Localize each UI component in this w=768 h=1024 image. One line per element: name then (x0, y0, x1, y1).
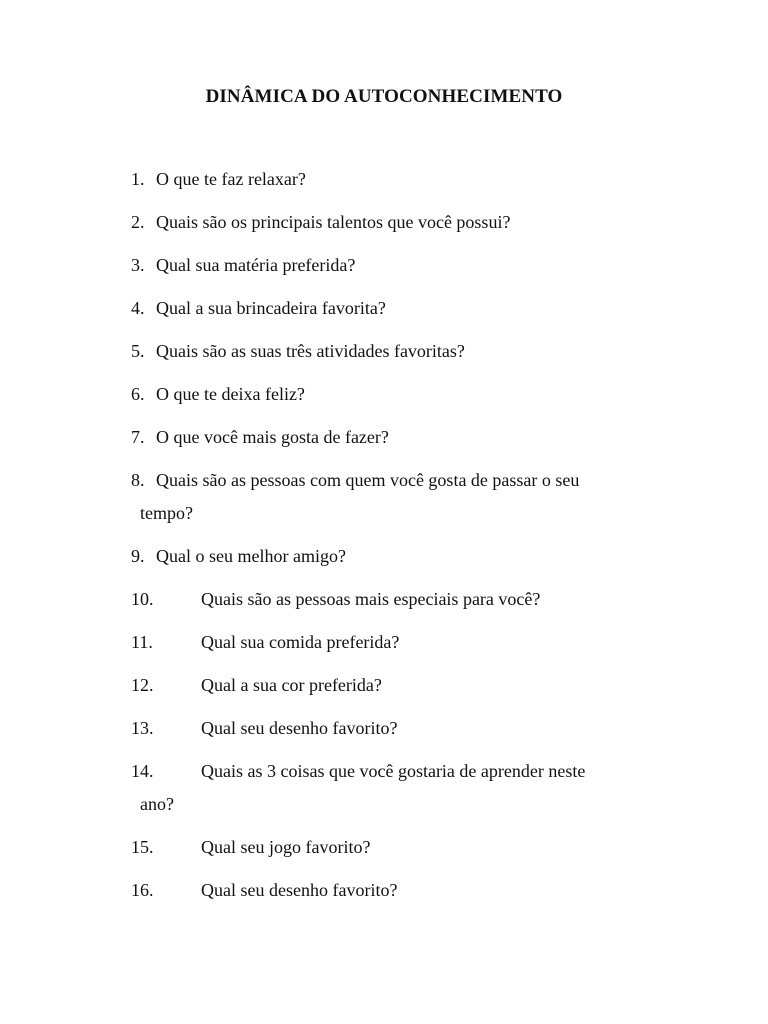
question-item (131, 669, 651, 702)
question-number: 14. (131, 761, 154, 781)
question-item (131, 583, 651, 616)
question-item (131, 874, 651, 907)
question-item (131, 292, 651, 325)
question-text: Quais são as pessoas mais especiais para você? (201, 589, 541, 609)
question-item (131, 206, 651, 239)
question-number: 11. (131, 632, 153, 652)
question-item (131, 335, 651, 368)
question-text: O que te faz relaxar? (156, 169, 306, 189)
question-text: Qual seu jogo favorito? (201, 837, 371, 857)
question-item (131, 540, 651, 573)
question-item (131, 755, 651, 821)
question-number: 5. (131, 341, 145, 361)
question-text: Qual seu desenho favorito? (201, 718, 398, 738)
question-item (131, 831, 651, 864)
question-item (131, 163, 651, 196)
question-number: 10. (131, 589, 154, 609)
question-text: Quais são os principais talentos que você possui? (156, 212, 511, 232)
question-item (131, 249, 651, 282)
question-text-continuation: ano? (140, 794, 174, 814)
document-title: DINÂMICA DO AUTOCONHECIMENTO (205, 86, 563, 107)
question-item (131, 378, 651, 411)
question-text: Quais são as pessoas com quem você gosta de passar o seu (156, 470, 580, 490)
question-text: Qual seu desenho favorito? (201, 880, 398, 900)
question-number: 6. (131, 384, 145, 404)
question-number: 13. (131, 718, 154, 738)
question-text: Qual sua matéria preferida? (156, 255, 356, 275)
question-item (131, 712, 651, 745)
question-text: O que você mais gosta de fazer? (156, 427, 389, 447)
question-text: Quais as 3 coisas que você gostaria de aprender neste (201, 761, 586, 781)
question-text-continuation: tempo? (140, 503, 193, 523)
question-number: 15. (131, 837, 154, 857)
question-item (131, 421, 651, 454)
question-text: Qual o seu melhor amigo? (156, 546, 346, 566)
question-text: Qual a sua cor preferida? (201, 675, 382, 695)
question-text: O que te deixa feliz? (156, 384, 305, 404)
question-number: 1. (131, 169, 145, 189)
question-number: 4. (131, 298, 145, 318)
question-item (131, 626, 651, 659)
question-number: 7. (131, 427, 145, 447)
question-number: 16. (131, 880, 154, 900)
question-list (131, 163, 651, 917)
question-text: Qual a sua brincadeira favorita? (156, 298, 386, 318)
question-number: 9. (131, 546, 145, 566)
question-number: 2. (131, 212, 145, 232)
question-text: Quais são as suas três atividades favoritas? (156, 341, 465, 361)
question-text: Qual sua comida preferida? (201, 632, 400, 652)
question-item (131, 464, 651, 530)
question-number: 8. (131, 470, 145, 490)
question-number: 3. (131, 255, 145, 275)
question-number: 12. (131, 675, 154, 695)
